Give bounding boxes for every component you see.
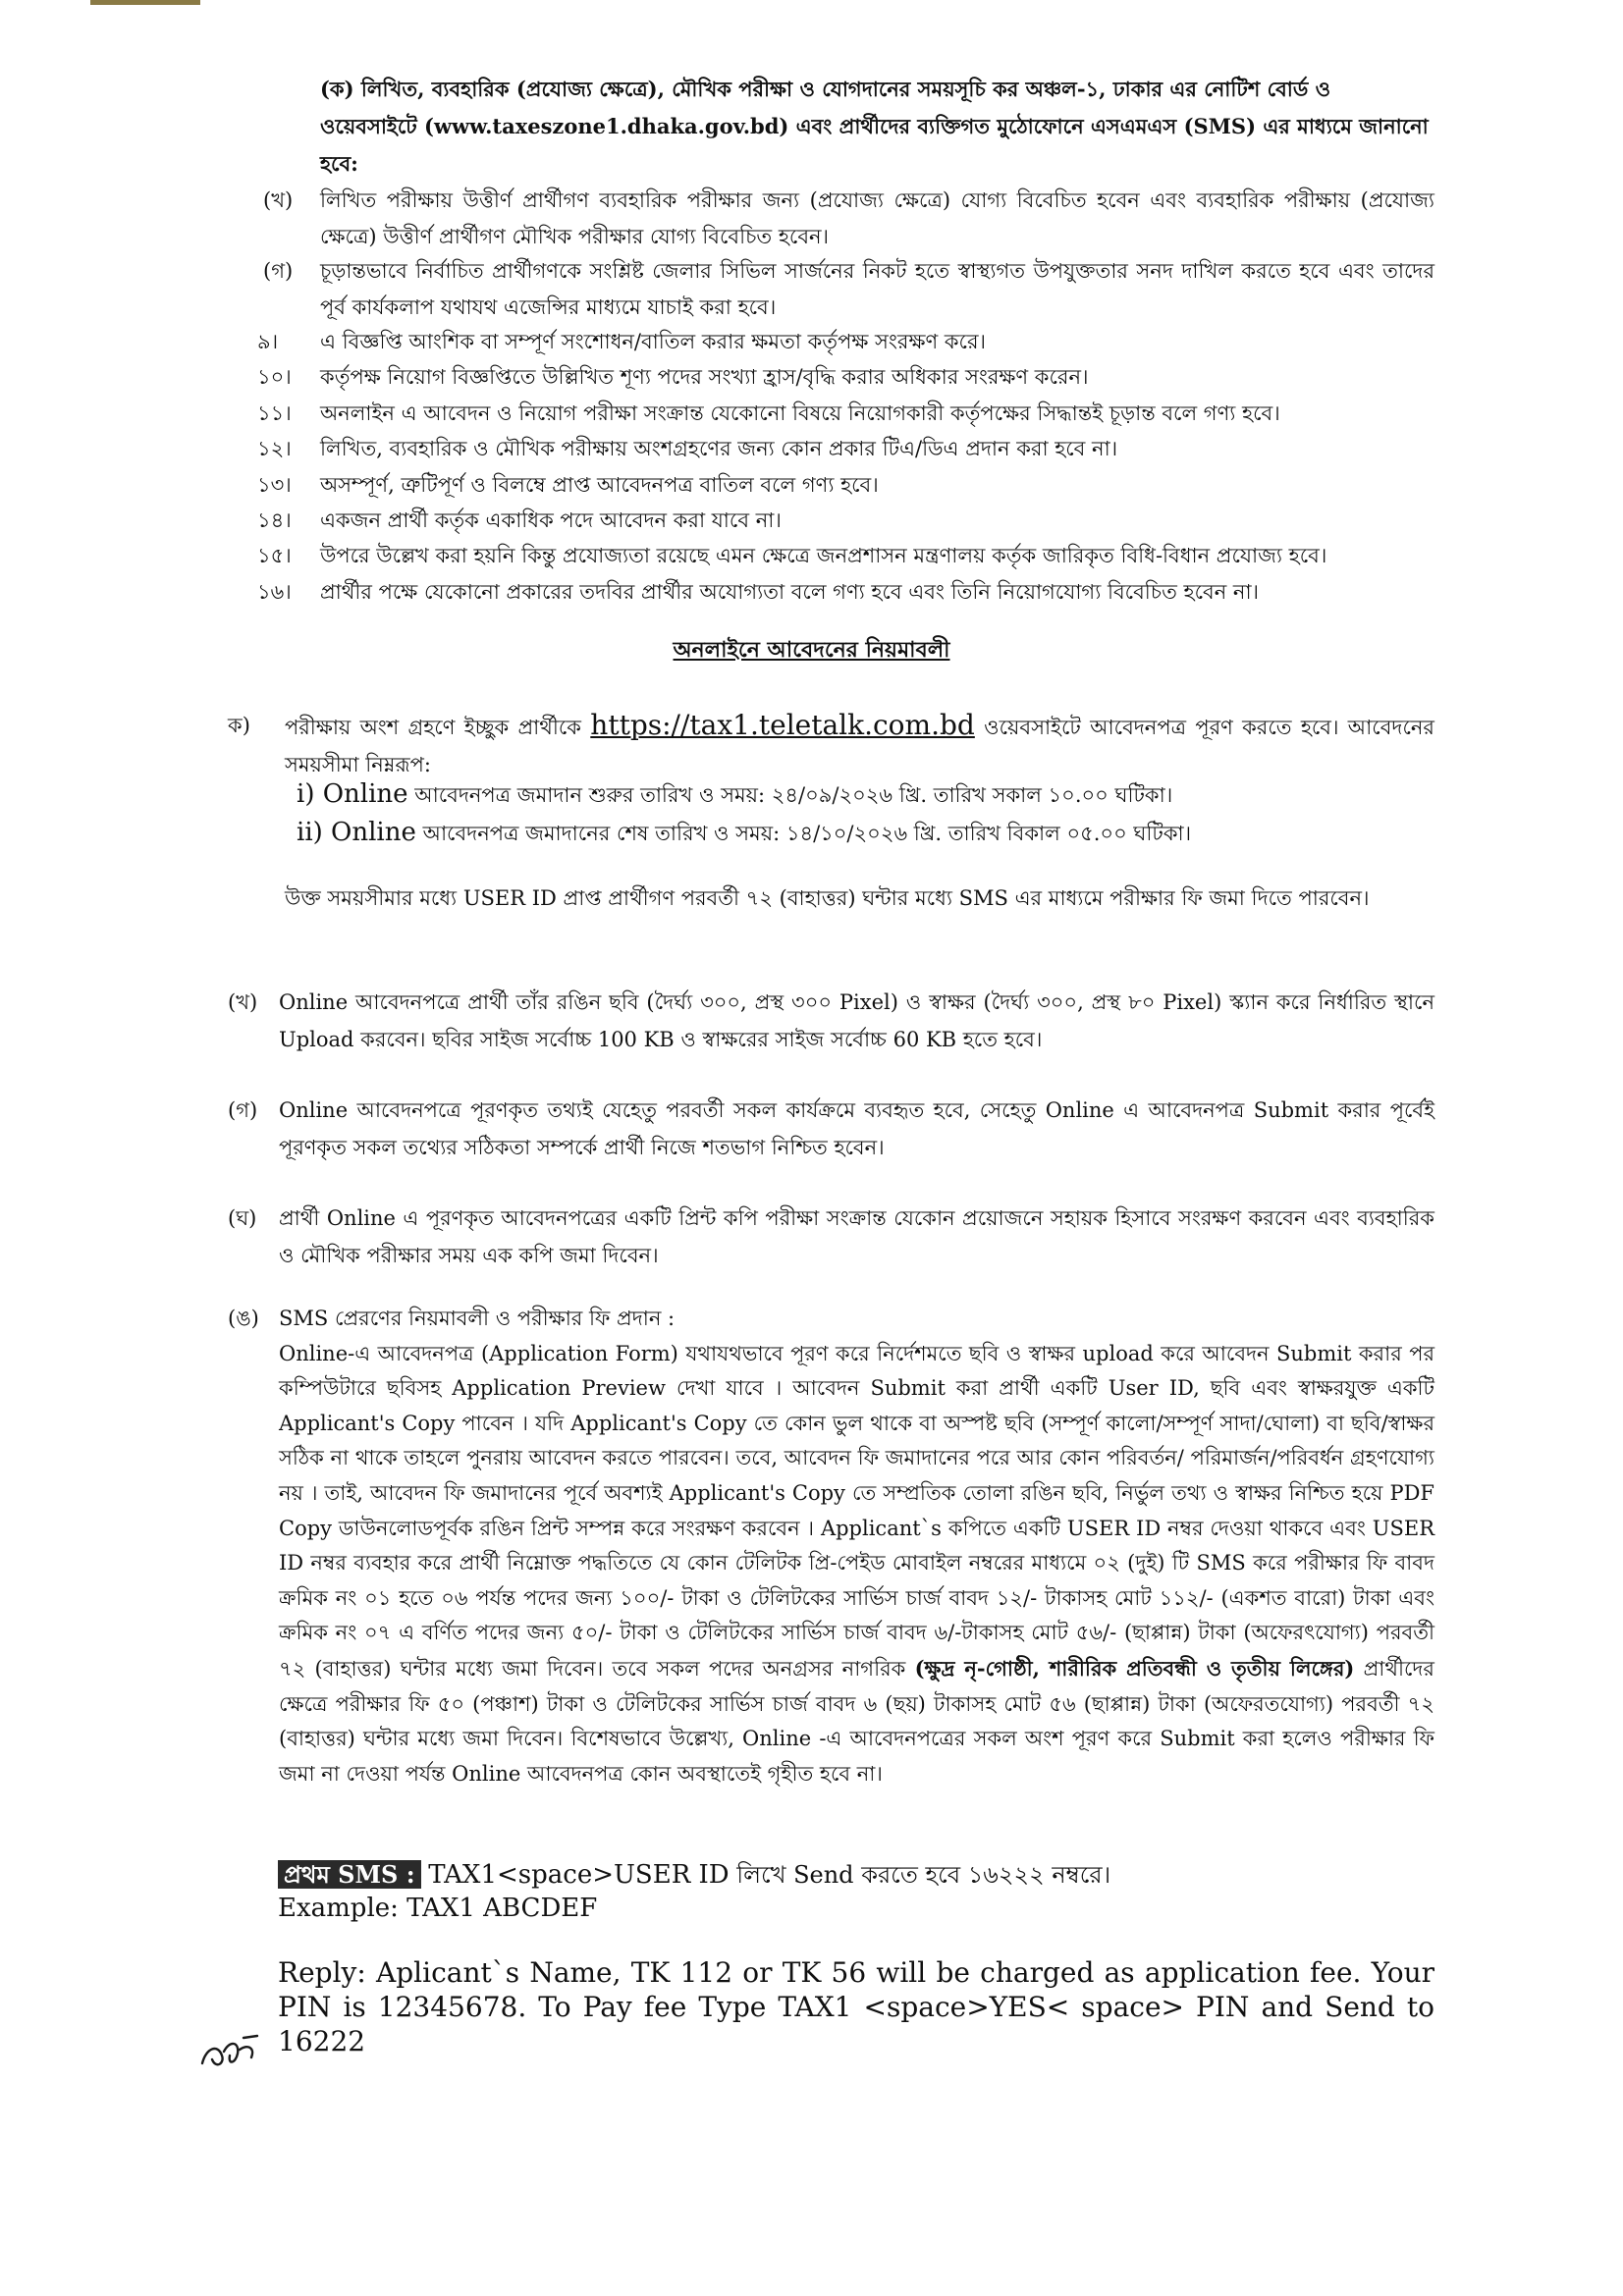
section-heading: অনলাইনে আবেদনের নিয়মাবলী [673,637,950,663]
online-kha-number: (খ) [228,990,258,1014]
list-item [257,467,1434,503]
list-item-text: লিখিত, ব্যবহারিক ও মৌখিক পরীক্ষায় অংশগ্রহণের জন্য কোন প্রকার টিএ/ডিএ প্রদান করা হবে না। [320,437,1118,461]
online-ga-number: (গ) [228,1098,258,1122]
list-item [257,324,1434,359]
sms-number-text: করতে হবে ১৬২২২ নম্বরে। [861,1861,1111,1889]
list-item [257,431,1434,466]
list-item-number: ৯। [257,330,279,353]
online-ga-item [228,1092,1434,1166]
list-item [257,503,1434,538]
list-item-number: ১৫। [257,544,292,568]
start-date-line [267,775,1434,814]
handwritten-signature [196,2030,265,2075]
sms-rules-text-2: প্রার্থীদের ক্ষেত্রে পরীক্ষার ফি ৫০ (পঞ্চাশ) টাকা ও টেলিটকের সার্ভিস চার্জ বাবদ ৬ (ছয়) টাকাসহ মোট ৫৬ (ছাপ্পান্ন) টাকা (অফেরতযোগ্য) পরবর্তী ৭২ (বাহাত্তর) ঘন্টার মধ্যে জমা দিবেন। বিশেষভাবে উল্লেখ্য, Online -এ আবেদনপত্রের সকল অংশ পূরণ করে Submit করা হলেও পরীক্ষার ফি জমা না দেওয়া পর্যন্ত Online আবেদনপত্র কোন অবস্থাতেই গৃহীত হবে না। [279,1656,1434,1786]
online-ka-post: ওয়েবসাইটে আবেদনপত্র পূরণ করতে হবে। আবেদনের সময়সীমা নিম্নরূপ: [285,716,1434,776]
sms-instruction [278,1858,1434,1925]
sms-write-send: লিখে Send [736,1861,854,1889]
online-ka-number: ক) [228,714,250,737]
online-ga-text: Online আবেদনপত্রে পূরণকৃত তথ্যই যেহেতু পরবর্তী সকল কার্যক্রমে ব্যবহৃত হবে, সেহেতু Online এ আবেদনপত্র Submit করার পূর্বেই পূরণকৃত সকল তথ্যের সঠিকতা সম্পর্কে প্রার্থী নিজে শতভাগ নিশ্চিত হবেন। [279,1098,1434,1159]
end-date-text: আবেদনপত্র জমাদানের শেষ তারিখ ও সময়: ১৪/১০/২০২৬ খ্রি. তারিখ বিকাল ০৫.০০ ঘটিকা। [422,822,1192,845]
list-item-number: ১৩। [257,472,292,497]
scan-edge-mark [90,0,200,5]
first-sms-label: প্রথম SMS : [278,1860,421,1889]
online-gha-text: প্রার্থী Online এ পূরণকৃত আবেদনপত্রের একটি প্রিন্ট কপি পরীক্ষা সংক্রান্ত যেকোন প্রয়োজনে সহায়ক হিসাবে সংরক্ষণ করবেন এবং ব্যবহারিক ও মৌখিক পরীক্ষার সময় এক কপি জমা দিবেন। [279,1206,1434,1267]
list-item [257,396,1434,431]
intro-ka-text: (ক) লিখিত, ব্যবহারিক (প্রযোজ্য ক্ষেত্রে), মৌখিক পরীক্ষা ও যোগদানের সময়সূচি কর অঞ্চল-১, ঢাকার এর নোটিশ বোর্ড ও ওয়েবসাইটে (www.taxeszone1.dhaka.gov.bd) এবং প্রার্থীদের ব্যক্তিগত মুঠোফোনে এসএমএস (SMS) এর মাধ্যমে জানানো হবে: [320,77,1429,176]
sms-rules-title: SMS প্রেরণের নিয়মাবলী ও পরীক্ষার ফি প্রদান : [279,1307,676,1330]
sms-command-line [278,1858,1434,1892]
online-ka-paragraph [285,707,1434,783]
list-item-text: এ বিজ্ঞপ্তি আংশিক বা সম্পূর্ণ সংশোধন/বাতিল করার ক্ষমতা কর্তৃপক্ষ সংরক্ষণ করে। [320,330,987,353]
list-item-text: প্রার্থীর পক্ষে যেকোনো প্রকারের তদবির প্রার্থীর অযোগ্যতা বলে গণ্য হবে এবং তিনি নিয়োগযোগ্য বিবেচিত হবেন না। [320,579,1260,604]
sms-rules-text-1: Online-এ আবেদনপত্র (Application Form) যথাযথভাবে পূরণ করে নির্দেশমতে ছবি ও স্বাক্ষর upload করে আবেদন Submit করার পর কম্পিউটারে ছবিসহ Application Preview দেখা যাবে । আবেদন Submit করা প্রার্থী একটি User ID, ছবি এবং স্বাক্ষরযুক্ত একটি Applicant's Copy পাবেন । যদি Applicant's Copy তে কোন ভুল থাকে বা অস্পষ্ট ছবি (সম্পূর্ণ কালো/সম্পূর্ণ সাদা/ঘোলা) বা ছবি/স্বাক্ষর সঠিক না থাকে তাহলে পুনরায় আবেদন করতে পারবেন। তবে, আবেদন ফি জমাদানের পরে আর কোন পরিবর্তন/ পরিমার্জন/পরিবর্ধন গ্রহণযোগ্য নয় । তাই, আবেদন ফি জমাদানের পূর্বে অবশ্যই Applicant's Copy তে সম্প্রতিক তোলা রঙিন ছবি, নির্ভুল তথ্য ও স্বাক্ষর নিশ্চিত হয়ে PDF Copy ডাউনলোডপূর্বক রঙিন প্রিন্ট সম্পন্ন করে সংরক্ষণ করবেন । Applicant`s কপিতে একটি USER ID নম্বর দেওয়া থাকবে এবং USER ID নম্বর ব্যবহার করে প্রার্থী নিম্নোক্ত পদ্ধতিতে যে কোন টেলিটক প্রি-পেইড মোবাইল নম্বরের মাধ্যমে ০২ (দুই) টি SMS করে পরীক্ষার ফি বাবদ ক্রমিক নং ০১ হতে ০৬ পর্যন্ত পদের জন্য ১০০/- টাকা ও টেলিটকের সার্ভিস চার্জ বাবদ ১২/- টাকাসহ মোট ১১২/- (একশত বারো) টাকা এবং ক্রমিক নং ০৭ এ বর্ণিত পদের জন্য ৫০/- টাকা ও টেলিটকের সার্ভিস চার্জ বাবদ ৬/-টাকাসহ মোট ৫৬/- (ছাপ্পান্ন) টাকা (অফেরৎযোগ্য) পরবর্তী ৭২ (বাহাত্তর) ঘন্টার মধ্যে জমা দিবেন। তবে সকল পদের অনগ্রসর নাগরিক [279,1341,1434,1681]
list-item-number: ১২। [257,437,292,461]
list-item-text: অনলাইন এ আবেদন ও নিয়োগ পরীক্ষা সংক্রান্ত যেকোনো বিষয়ে নিয়োগকারী কর্তৃপক্ষের সিদ্ধান্তই চূড়ান্ত বলে গণ্য হবে। [320,400,1280,425]
list-item [257,359,1434,395]
online-ka-item [228,707,1434,783]
application-url-link[interactable]: https://tax1.teletalk.com.bd [590,709,975,741]
sms-example: Example: TAX1 ABCDEF [278,1894,598,1923]
userid-note-text: উক্ত সময়সীমার মধ্যে USER ID প্রাপ্ত প্রার্থীগণ পরবর্তী ৭২ (বাহাত্তর) ঘন্টার মধ্যে SMS এর মাধ্যমে পরীক্ষার ফি জমা দিতে পারবেন। [285,886,1370,910]
end-date-line [267,814,1434,852]
list-item-text: উপরে উল্লেখ করা হয়নি কিন্তু প্রযোজ্যতা রয়েছে এমন ক্ষেত্রে জনপ্রশাসন মন্ত্রণালয় কর্তৃক জারিকৃত বিধি-বিধান প্রযোজ্য হবে। [320,544,1327,568]
online-dates [267,775,1434,852]
numbered-list [257,324,1434,610]
online-uma-number: (ঙ) [228,1307,259,1330]
sms-reply-text: Reply: Aplicant`s Name, TK 112 or TK 56 will be charged as application fee. Your PIN is 12345678. To Pay fee Type TAX1 <space>YES< space> PIN and Send to 16222 [278,1956,1434,2057]
sms-rules-bold: (ক্ষুদ্র নৃ-গোষ্ঠী, শারীরিক প্রতিবন্ধী ও তৃতীয় লিঙ্গের) [914,1655,1355,1681]
online-ka-pre: পরীক্ষায় অংশ গ্রহণে ইচ্ছুক প্রার্থীকে [285,716,581,739]
list-item-text: একজন প্রার্থী কর্তৃক একাধিক পদে আবেদন করা যাবে না। [320,508,782,533]
online-kha-item [228,984,1434,1058]
intro-kha-item [263,183,1434,255]
list-item-number: ১৬। [257,579,292,604]
intro-ga-number: (গ) [263,259,294,283]
sms-command: TAX1<space>USER ID [428,1860,730,1890]
end-date-label: ii) Online [297,818,416,847]
online-kha-text: Online আবেদনপত্রে প্রার্থী তাঁর রঙিন ছবি (দৈর্ঘ্য ৩০০, প্রস্থ ৩০০ Pixel) ও স্বাক্ষর (দৈর্ঘ্য ৩০০, প্রস্থ ৮০ Pixel) স্ক্যান করে নির্ধারিত স্থানে Upload করবেন। ছবির সাইজ সর্বোচ্চ 100 KB ও স্বাক্ষরের সাইজ সর্বোচ্চ 60 KB হতে হবে। [279,990,1434,1051]
intro-ga-item [263,253,1434,326]
list-item [257,574,1434,610]
list-item-number: ১১। [257,400,292,425]
start-date-text: আবেদনপত্র জমাদান শুরুর তারিখ ও সময়: ২৪/০৯/২০২৬ খ্রি. তারিখ সকাল ১০.০০ ঘটিকা। [414,783,1173,807]
online-uma-body [279,1302,1434,1791]
userid-note [285,879,1434,918]
online-gha-number: (ঘ) [228,1206,257,1230]
intro-kha-text: লিখিত পরীক্ষায় উত্তীর্ণ প্রার্থীগণ ব্যবহারিক পরীক্ষার জন্য (প্রযোজ্য ক্ষেত্রে) যোগ্য বিবেচিত হবেন এবং ব্যবহারিক পরীক্ষায় (প্রযোজ্য ক্ষেত্রে) উত্তীর্ণ প্রার্থীগণ মৌখিক পরীক্ষার যোগ্য বিবেচিত হবেন। [320,188,1434,248]
list-item-text: অসম্পূর্ণ, ত্রুটিপূর্ণ ও বিলম্বে প্রাপ্ত আবেদনপত্র বাতিল বলে গণ্য হবে। [320,472,879,497]
online-gha-item [228,1200,1434,1274]
list-item-text: কর্তৃপক্ষ নিয়োগ বিজ্ঞপ্তিতে উল্লিখিত শূণ্য পদের সংখ্যা হ্রাস/বৃদ্ধি করার অধিকার সংরক্ষণ করেন। [320,365,1089,390]
intro-ka-paragraph [320,71,1434,183]
online-uma-item [228,1302,1434,1791]
intro-kha-number: (খ) [263,188,294,212]
intro-ga-text: চূড়ান্তভাবে নির্বাচিত প্রার্থীগণকে সংশ্লিষ্ট জেলার সিভিল সার্জনের নিকট হতে স্বাস্থ্যগত উপযুক্ততার সনদ দাখিল করতে হবে এবং তাদের পূর্ব কার্যকলাপ যথাযথ এজেন্সির মাধ্যমে যাচাই করা হবে। [320,259,1434,319]
list-item [257,538,1434,573]
start-date-label: i) Online [297,779,408,809]
list-item-number: ১০। [257,365,292,390]
list-item-number: ১৪। [257,508,292,533]
